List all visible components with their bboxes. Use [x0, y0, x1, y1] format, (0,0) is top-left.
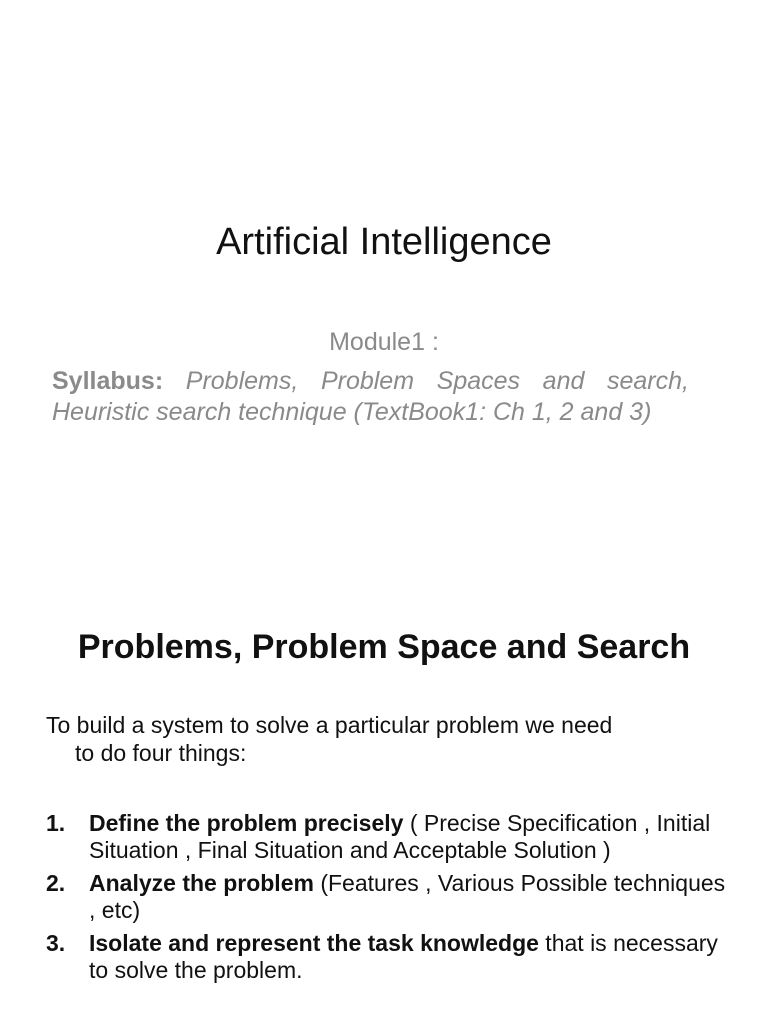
step-bold-text: Define the problem precisely — [89, 810, 404, 836]
step-text: that is necessary to solve the problem. — [89, 930, 718, 983]
intro-line-1: To build a system to solve a particular problem we need — [46, 712, 613, 738]
slide-title: Artificial Intelligence — [216, 221, 552, 263]
list-item — [46, 870, 736, 924]
steps-list — [46, 810, 736, 990]
list-number: 2. — [46, 870, 66, 896]
syllabus-text — [52, 366, 689, 428]
step-bold-text: Isolate and represent the task knowledge — [89, 930, 539, 956]
slide-title: Problems, Problem Space and Search — [77, 628, 691, 666]
list-item — [46, 930, 736, 984]
step-bold-text: Analyze the problem — [89, 870, 314, 896]
module-heading: Module1 : — [329, 328, 439, 356]
list-number: 1. — [46, 810, 66, 836]
syllabus-label: Syllabus: — [52, 367, 164, 395]
intro-line-2: to do four things: — [75, 740, 247, 766]
intro-paragraph — [46, 711, 726, 767]
slide-2 — [0, 512, 768, 1024]
syllabus-content: Problems, Problem Spaces and search, Heuristic search technique (TextBook1: Ch 1, 2 and 3) — [52, 367, 689, 426]
step-text: ( Precise Specification , Initial Situation , Final Situation and Acceptable Solution ) — [89, 810, 711, 863]
list-item — [46, 810, 736, 864]
step-text: (Features , Various Possible techniques , etc) — [89, 870, 726, 923]
list-number: 3. — [46, 930, 66, 956]
